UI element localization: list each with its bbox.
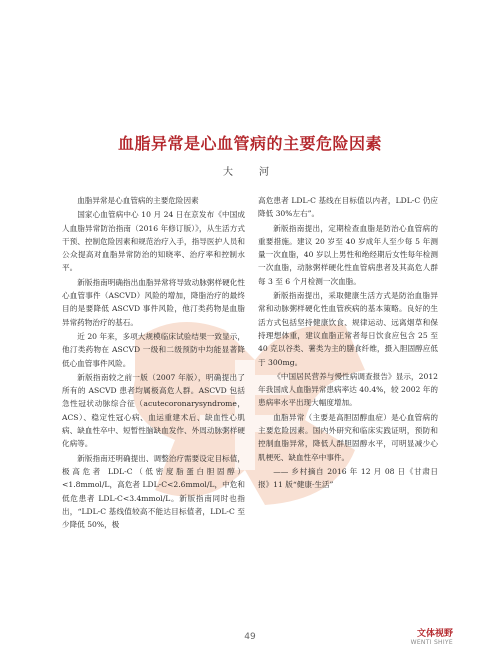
brand-subtitle: WENTI SHIYE (410, 639, 453, 646)
paragraph: 国家心血管病中心 10 月 24 日在京发布《中国成人血脂异常防治指南（2016 年修订版）》，从生活方式干预、控制危险因素和规范治疗入手，指导医护人员和公众提高对血脂异常防治的知晓率、治疗率和控制水平。 (62, 210, 245, 273)
brand-mark (411, 626, 453, 646)
paragraph: 新版指南明确指出血脂异常将导致动脉粥样硬化性心血管事件（ASCVD）风险的增加，降脂治疗的最终目的是要降低 ASCVD 事件风险，他汀类药物是血脂异常药物治疗的基石。 (62, 277, 245, 327)
brand-name: 文体视野 (416, 629, 453, 639)
article-author: 大 河 (223, 167, 277, 178)
article-title: 血脂异常是心血管病的主要危险因素 (117, 134, 382, 153)
paragraph: 新版指南还明确提出、调整治疗需要设定目标值，极高危者 LDL-C（低密度脂蛋白胆固醇）<1.8mmol/L，高危者 LDL-C<2.6mmol/L，中危和低危患者 LDL-C<3.4mmol/L。新版指南同时也指出，“LDL-C 基线值较高不能达目标值者，LDL-C 至少降低 50%，极 (62, 453, 245, 530)
left-column (62, 194, 245, 532)
paragraph: 新版指南较之前一版（2007 年版），明确提出了所有的 ASCVD 患者均属极高危人群。ASCVD 包括急性冠状动脉综合征（acutecoronarysyndrome，ACS）、稳定性冠心病、血运重建术后、缺血性心肌病、缺血性卒中、短暂性脑缺血发作、外周动脉粥样硬化病等。 (62, 372, 245, 449)
paragraph: 近 20 年来，多项大规模临床试验结果一致显示，他汀类药物在 ASCVD 一级和二级预防中均能显著降低心血管事件风险。 (62, 331, 245, 368)
paragraph: 血脂异常（主要是高胆固醇血症）是心血管病的主要危险因素。国内外研究和临床实践证明，预防和控制血脂异常，降低人群胆固醇水平，可明显减少心肌梗死、缺血性卒中事件。 (258, 412, 438, 462)
right-column (258, 194, 438, 493)
paragraph: 血脂异常是心血管病的主要危险因素 (77, 196, 199, 205)
paragraph: 《中国居民营养与慢性病调查报告》显示，2012 年我国成人血脂异常患病率达 40.4%，较 2002 年的患病率水平出现大幅度增加。 (258, 371, 438, 408)
paragraph: 新版指南提出，定期检查血脂是防治心血管病的重要措施。建议 20 岁至 40 岁成年人至少每 5 年测量一次血脂，40 岁以上男性和绝经期后女性每年检测一次血脂，动脉粥样硬化性血管病患者及其高危人群每 3 至 6 个月检测一次血脂。 (258, 223, 438, 286)
source-note: —— 乡村摘自 2016 年 12 月 08 日《甘肃日报》11 版“健康·生活” (258, 466, 438, 490)
paragraph: 高危患者 LDL-C 基线在目标值以内者，LDL-C 仍应降低 30%左右”。 (258, 196, 438, 219)
paragraph: 新版指南提出，采取健康生活方式是防治血脂异常和动脉粥样硬化性血管疾病的基本策略。良好的生活方式包括坚持健康饮食、规律运动、远离烟草和保持理想体重，建议血脂正常者每日饮食应包含 25 至 40 克以谷类、薯类为主的膳食纤维，摄入胆固醇应低于 300mg。 (258, 291, 438, 367)
page-number: 49 (244, 632, 256, 642)
